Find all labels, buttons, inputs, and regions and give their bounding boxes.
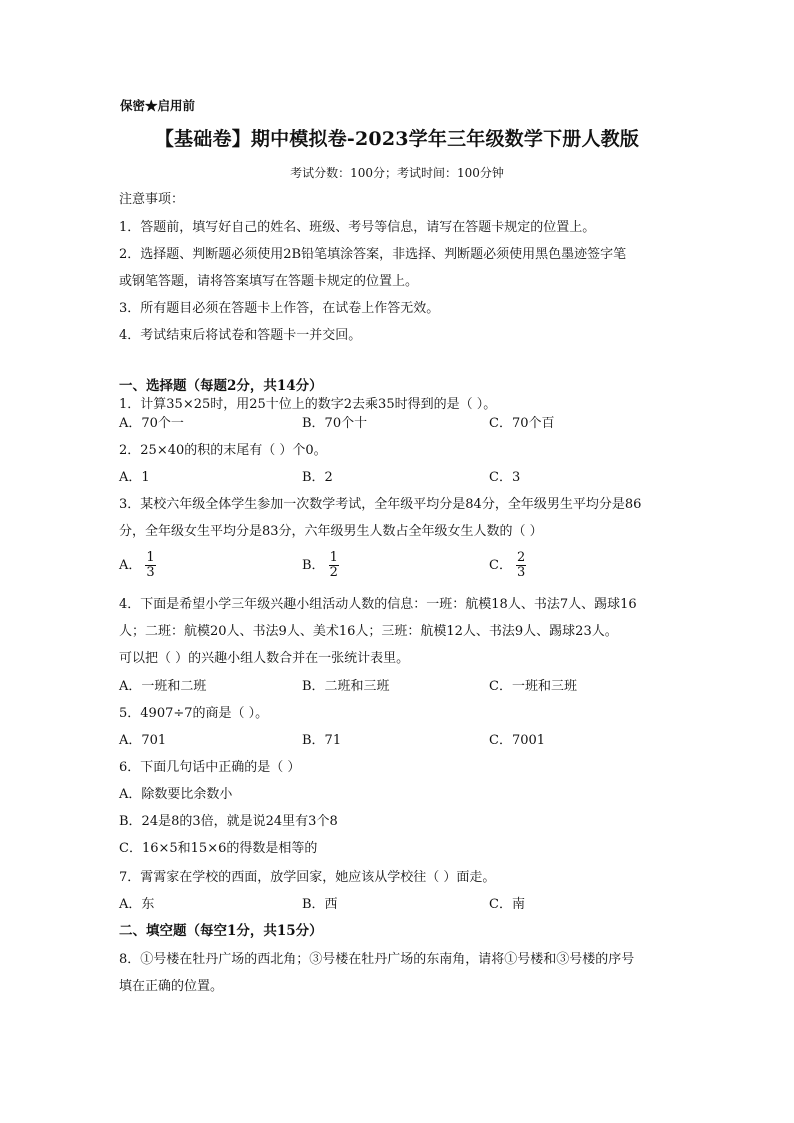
notes-heading: 注意事项： xyxy=(119,192,185,207)
option-a: A．701 xyxy=(119,733,167,748)
question-4-line: 4．下面是希望小学三年级兴趣小组活动人数的信息：一班：航模18人、书法7人、踢球16 xyxy=(119,597,637,612)
question-2-options xyxy=(119,471,719,487)
option-label: A． xyxy=(119,557,142,573)
option-c: C．16×5和15×6的得数是相等的 xyxy=(119,841,318,856)
question-5: 5．4907÷7的商是（ ）。 xyxy=(119,706,269,721)
option-a: A．一班和二班 xyxy=(119,679,207,694)
question-4-line: 可以把（ ）的兴趣小组人数合并在一张统计表里。 xyxy=(119,651,410,666)
note-item: 4．考试结束后将试卷和答题卡一并交回。 xyxy=(119,328,362,343)
question-4-options xyxy=(119,680,719,696)
option-c: C．7001 xyxy=(489,733,546,748)
note-item: 1．答题前，填写好自己的姓名、班级、考号等信息，请写在答题卡规定的位置上。 xyxy=(119,220,596,235)
option-b: B．二班和三班 xyxy=(302,679,390,694)
option-a: A．70个一 xyxy=(119,416,184,431)
option-c: C．70个百 xyxy=(489,416,555,431)
option-a: A．1 xyxy=(119,470,150,485)
question-1: 1．计算35×25时，用25十位上的数字2去乘35时得到的是（ ）。 xyxy=(119,397,497,412)
denominator: 2 xyxy=(329,564,338,580)
note-item: 3．所有题目必须在答题卡上作答，在试卷上作答无效。 xyxy=(119,301,440,316)
option-c xyxy=(489,551,526,579)
section-heading: 二、填空题（每空1分，共15分） xyxy=(119,923,323,939)
option-c: C．南 xyxy=(489,897,525,912)
denominator: 3 xyxy=(146,564,155,580)
numerator: 2 xyxy=(516,550,526,565)
option-b xyxy=(302,551,339,579)
question-8-line: 8．①号楼在牡丹广场的西北角；③号楼在牡丹广场的东南角，请将①号楼和③号楼的序号 xyxy=(119,952,635,967)
note-item: 或钢笔答题，请将答案填写在答题卡规定的位置上。 xyxy=(119,274,419,289)
option-a: A．东 xyxy=(119,897,155,912)
fraction xyxy=(145,551,155,579)
option-c: C．3 xyxy=(489,470,521,485)
option-a xyxy=(119,551,156,579)
option-a: A．除数要比余数小 xyxy=(119,787,233,802)
option-c: C．一班和三班 xyxy=(489,679,577,694)
denominator: 3 xyxy=(516,564,526,580)
question-1-options xyxy=(119,417,719,433)
fraction xyxy=(329,551,339,579)
option-b: B．西 xyxy=(302,897,338,912)
question-3-options xyxy=(119,551,719,585)
question-2: 2．25×40的积的末尾有（ ）个0。 xyxy=(119,443,327,458)
question-5-options xyxy=(119,734,719,750)
confidential-label: 保密★启用前 xyxy=(120,98,196,113)
question-8-line: 填在正确的位置。 xyxy=(119,979,224,994)
question-3-line: 分，全年级女生平均分是83分，六年级男生人数占全年级女生人数的（ ） xyxy=(119,524,543,539)
question-7: 7．霄霄家在学校的西面，放学回家，她应该从学校往（ ）面走。 xyxy=(119,870,496,885)
option-b: B．24是8的3倍，就是说24里有3个8 xyxy=(119,814,338,829)
question-6: 6．下面几句话中正确的是（ ） xyxy=(119,760,301,775)
question-3-line: 3．某校六年级全体学生参加一次数学考试，全年级平均分是84分，全年级男生平均分是86 xyxy=(119,497,642,512)
option-label: B． xyxy=(302,557,325,573)
question-7-options xyxy=(119,898,719,914)
option-label: C． xyxy=(489,557,512,573)
fraction xyxy=(516,551,526,579)
option-b: B．2 xyxy=(302,470,333,485)
note-item: 2．选择题、判断题必须使用2B铅笔填涂答案，非选择、判断题必须使用黑色墨迹签字笔 xyxy=(119,247,627,262)
exam-info: 考试分数：100分；考试时间：100分钟 xyxy=(290,166,504,180)
numerator: 1 xyxy=(146,550,155,565)
numerator: 1 xyxy=(329,550,338,565)
option-b: B．70个十 xyxy=(302,416,368,431)
exam-title: 【基础卷】期中模拟卷-2023学年三年级数学下册人教版 xyxy=(154,128,640,150)
question-4-line: 人；二班：航模20人、书法9人、美术16人；三班：航模12人、书法9人、踢球23人。 xyxy=(119,624,618,639)
option-b: B．71 xyxy=(302,733,342,748)
section-heading: 一、选择题（每题2分，共14分） xyxy=(119,378,323,394)
